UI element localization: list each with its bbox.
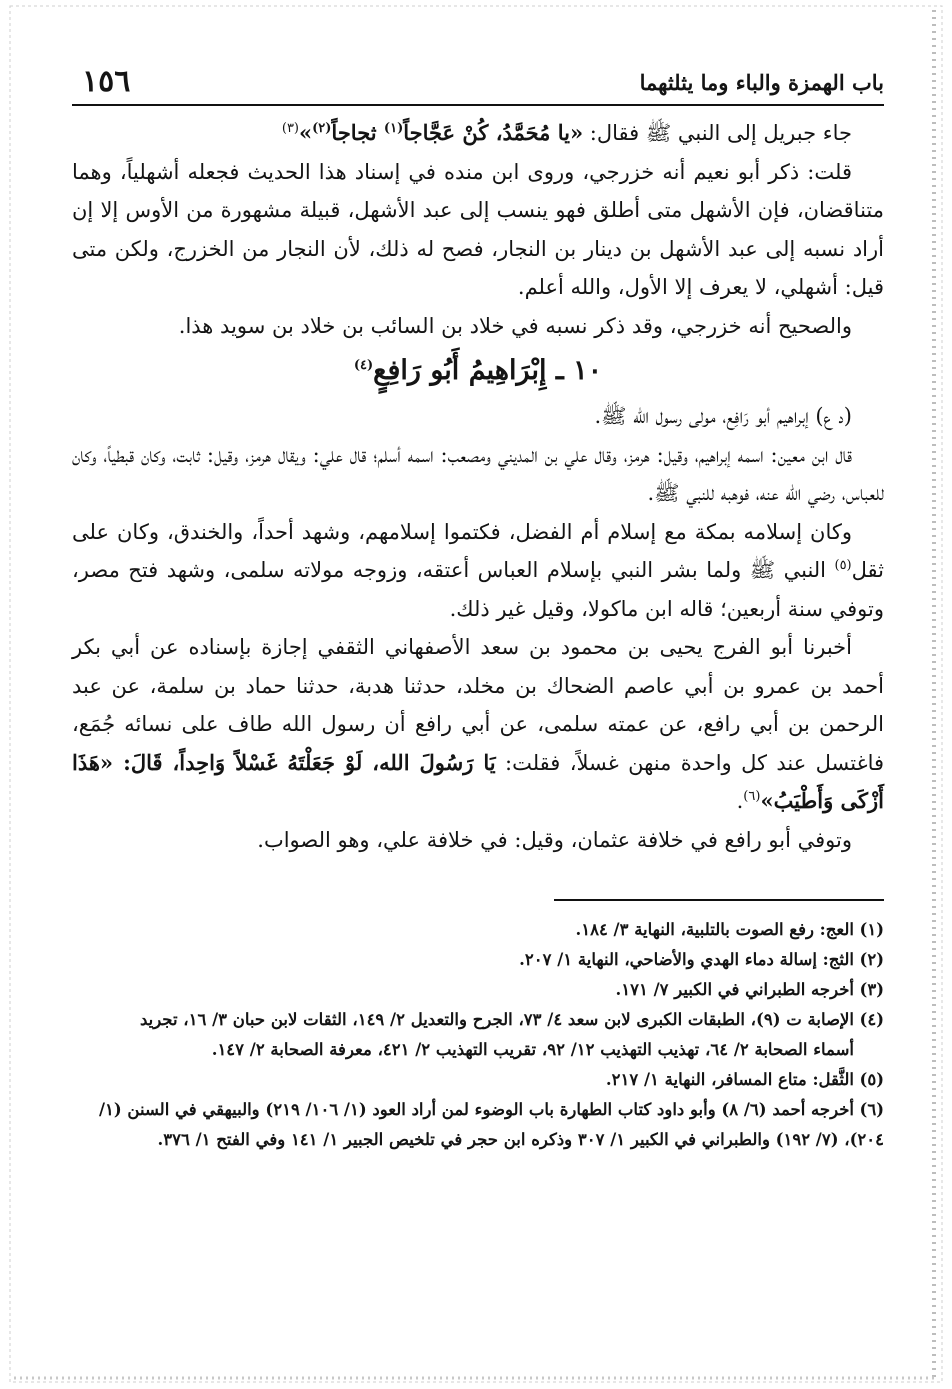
text-run: وكان إسلامه بمكة مع إسلام أم الفضل، فكتموا إسلامهم، وشهد أحداً، والخندق، وكان على ثقل: [72, 519, 884, 582]
main-text: [72, 114, 884, 859]
paragraph-islam: [72, 513, 884, 629]
footnote-number: (١): [859, 920, 884, 939]
page-number: ١٥٦: [82, 64, 131, 99]
footnote-ref: (٣): [281, 121, 299, 136]
paragraph-sahih: والصحيح أنه خزرجي، وقد ذكر نسبه في خلاد بن السائب بن خلاد بن سويد هذا.: [178, 313, 852, 338]
footnote-number: (٢): [859, 950, 884, 969]
footnote-ref: (٤): [353, 358, 374, 373]
text-run: النبي ﷺ ولما بشر النبي بإسلام العباس أعتقه، وزوجه مولاته سلمى، وشهد فتح مصر، وتوفي سنة أربعين؛ قاله ابن ماكولا، وقيل غير ذلك.: [72, 558, 884, 621]
footnote-text: الثَّقل: متاع المسافر، النهاية ١/ ٢١٧.: [605, 1070, 854, 1089]
footnote-4: [72, 1005, 884, 1065]
footnote-2: [72, 945, 884, 975]
footnote-5: [72, 1065, 884, 1095]
paragraph-entry-intro: (د ع) إبراهيم أبو رَافِع، مولى رسول الله ﷺ.: [594, 404, 852, 428]
footnote-ref: (٦): [743, 789, 761, 804]
paragraph-ibn-main: قال ابن معين: اسمه إبراهيم، وقيل: هرمز، وقال علي بن المديني ومصعب: اسمه أسلم؛ قال علي: ويقال هرمز، وقيل: ثابت، وكان قبطياً، وكان للعباس، رضي الله عنه، فوهبه للنبي ﷺ.: [72, 442, 884, 505]
footnote-ref: (١): [383, 121, 404, 136]
hadith-quote: [299, 120, 583, 145]
paragraph-hadith-jibril: [72, 114, 884, 153]
text-run: »: [299, 120, 313, 145]
footnote-number: (٣): [859, 980, 884, 999]
footnote-ref: (٥): [834, 558, 852, 573]
running-header: [72, 64, 884, 106]
footnotes: [72, 915, 884, 1155]
text-run: ثجاجاً: [331, 120, 384, 145]
text-run: أخبرنا أبو الفرج يحيى بن محمود بن سعد الأصفهاني الثقفي إجازة بإسناده عن أبي بكر أحمد بن عمرو بن أبي عاصم الضحاك بن مخلد، حدثنا هدبة، حدثنا حماد بن سلمة، عن عبد الرحمن بن أبي رافع، عن عمته سلمى، عن أبي رافع أن رسول الله طاف على نسائه جُمَع، فاغتسل عند كل واحدة منهن غسلاً، فقلت:: [72, 635, 885, 775]
footnote-text: أخرجه أحمد (٦/ ٨) وأبو داود كتاب الطهارة باب الوضوء لمن أراد العود (١/ ١٠٦/ ٢١٩) والبيهقي في السنن (١/ ٢٠٤)، (٧/ ١٩٢) والطبراني في الكبير ١/ ٣٠٧ وذكره ابن حجر في تلخيص الجبير ١/ ١٤١ وفي الفتح ١/ ٣٧٦.: [98, 1100, 884, 1149]
footnote-number: (٦): [859, 1100, 884, 1119]
footnote-1: [72, 915, 884, 945]
footnote-number: (٥): [859, 1070, 884, 1089]
paragraph-death: وتوفي أبو رافع في خلافة عثمان، وقيل: في خلافة علي، وهو الصواب.: [257, 827, 852, 852]
footnote-continuation: أسماء الصحابة ٢/ ٦٤، تهذيب التهذيب ١٢/ ٩٢، تقريب التهذيب ٢/ ٤٢١، معرفة الصحابة ٢/ ١٤٧.: [211, 1040, 854, 1059]
footnote-3: [72, 975, 884, 1005]
footnote-text: أخرجه الطبراني في الكبير ٧/ ١٧١.: [615, 980, 854, 999]
footnote-ref: (٢): [312, 121, 332, 136]
book-page: [72, 64, 884, 1354]
text-run: جاء جبريل إلى النبي ﷺ فقال:: [583, 121, 852, 145]
text-run: «يا مُحَمَّدُ، كُنْ عَجَّاجاً: [403, 120, 584, 145]
entry-title: ١٠ ـ إِبْرَاهِيمُ أَبُو رَافِعٍ: [373, 355, 603, 386]
entry-heading: [72, 345, 884, 397]
footnote-6: [72, 1095, 884, 1155]
text-run: .: [736, 789, 744, 813]
footnote-text: الثج: إسالة دماء الهدي والأضاحي، النهاية ١/ ٢٠٧.: [519, 950, 854, 969]
footnote-text: الإصابة ت (٩)، الطبقات الكبرى لابن سعد ٤/ ٧٣، الجرح والتعديل ٢/ ١٤٩، الثقات لابن حبان ٣/ ١٦، تجريد: [139, 1010, 854, 1029]
paragraph-isnad: [72, 628, 884, 821]
footnote-text: العج: رفع الصوت بالتلبية، النهاية ٣/ ١٨٤.: [575, 920, 854, 939]
footnote-separator: [554, 899, 884, 901]
hadith-quote: يَا رَسُولَ الله، لَوْ جَعَلْتَهُ غَسْلاً وَاحِداً، قَالَ: «هَذَا أَزْكَى وَأَطْيَبُ»: [72, 749, 884, 813]
footnote-number: (٤): [859, 1010, 884, 1029]
paragraph-qultu: قلت: ذكر أبو نعيم أنه خزرجي، وروى ابن منده في إسناد هذا الحديث فجعله أشهلياً، وهما متناقضان، فإن الأشهل متى أطلق فهو ينسب إلى عبد الأشهل، قبيلة مشهورة من الأوس إلا إن أراد نسبه إلى عبد الأشهل بن دينار بن النجار، فصح له ذلك، لأن النجار من الخزرج، ولكن متى قيل: أشهلي، لا يعرف إلا الأول، والله أعلم.: [72, 159, 884, 299]
running-title: باب الهمزة والباء وما يثلثهما: [639, 70, 884, 95]
